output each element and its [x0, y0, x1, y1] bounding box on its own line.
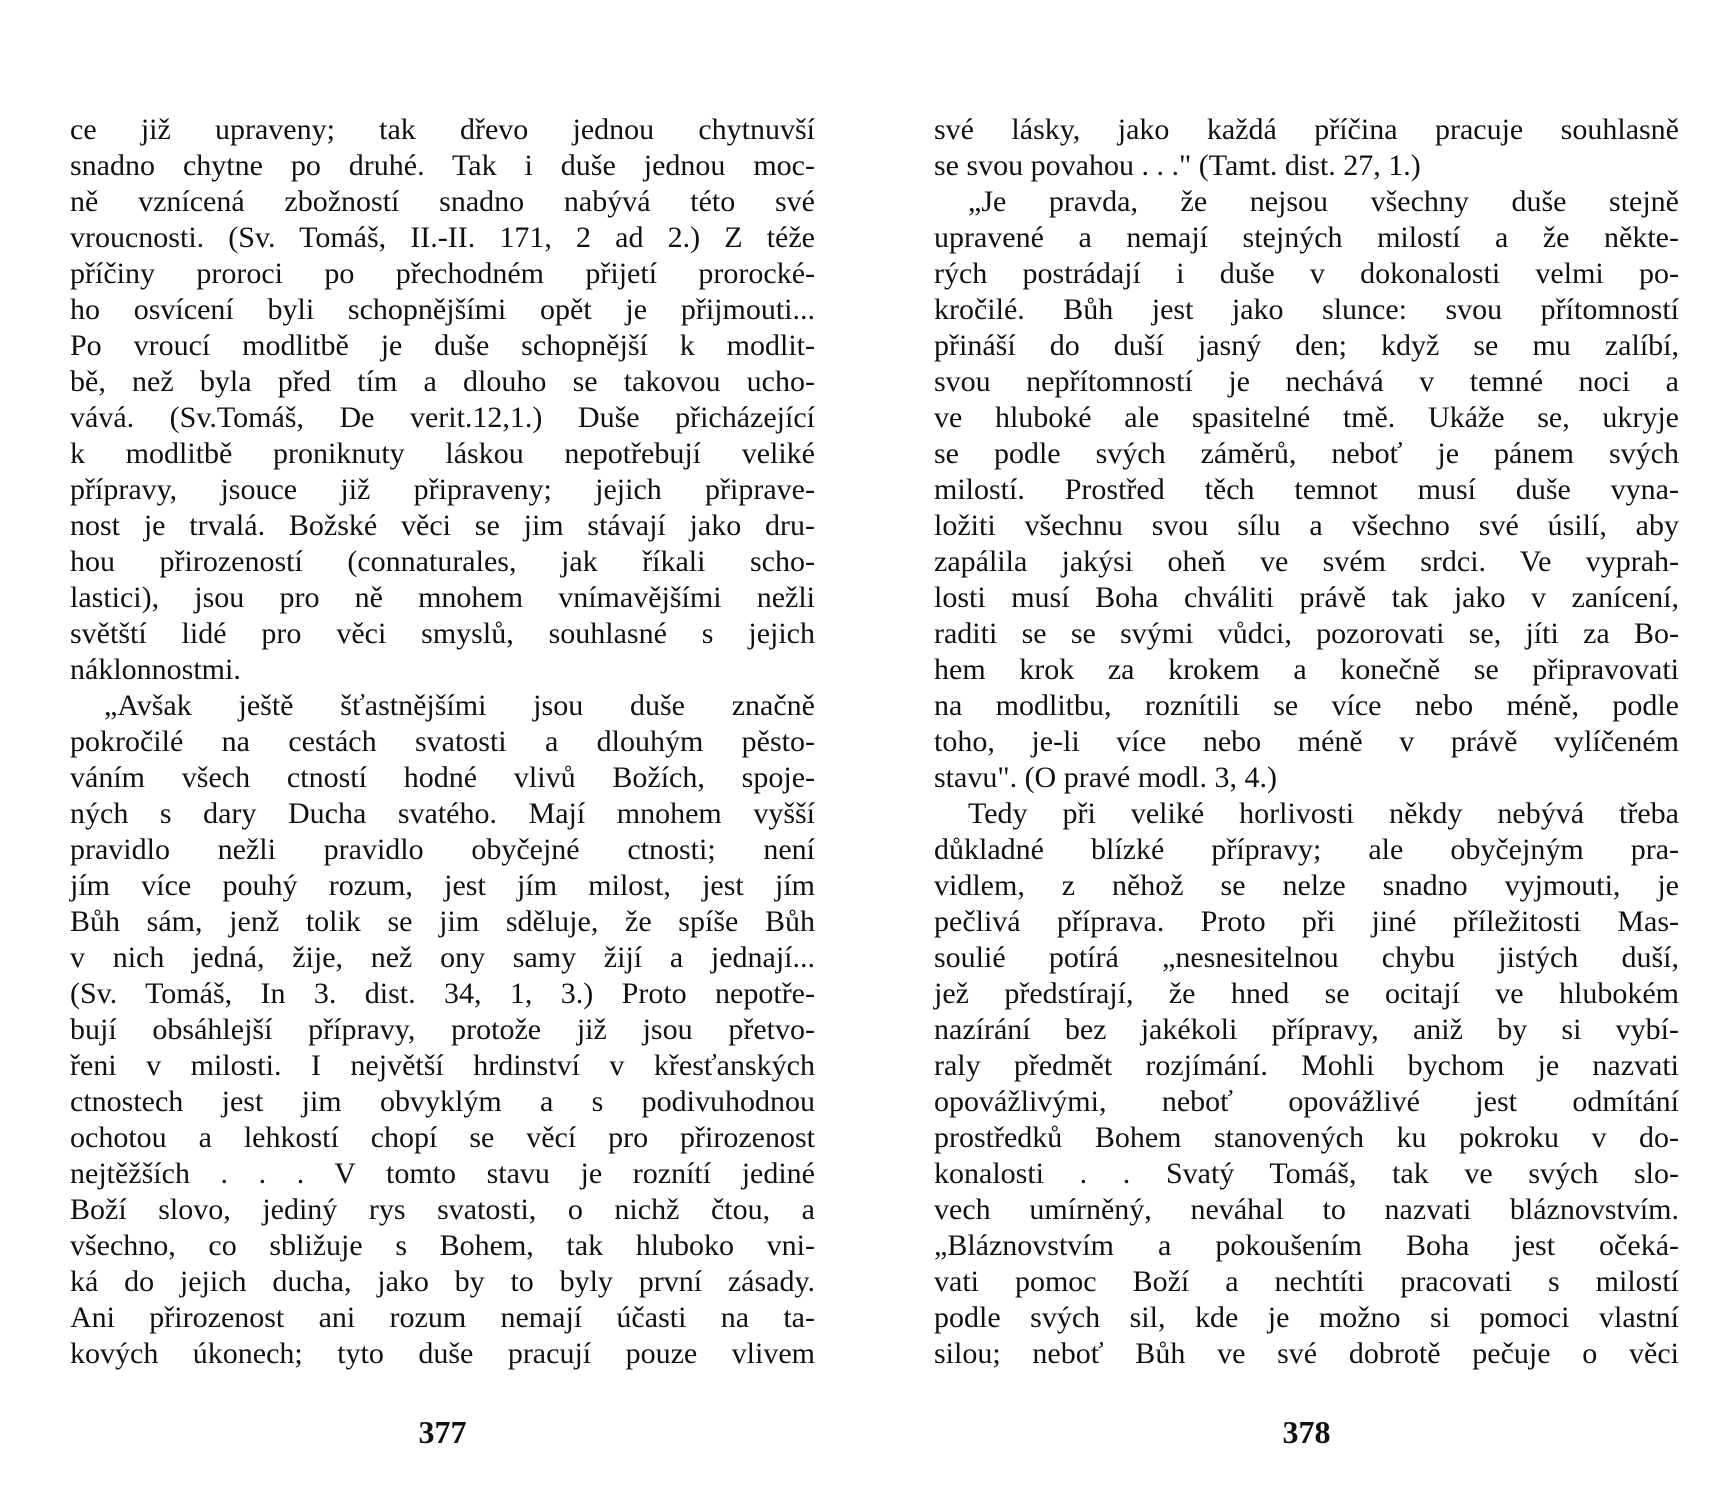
text-line: ochotou a lehkostí chopí se věcí pro přirozenost — [70, 1121, 815, 1154]
text-line: losti musí Boha chváliti právě tak jako v zanícení, — [934, 581, 1679, 614]
text-line: pravidlo nežli pravidlo obyčejné ctnosti; není — [70, 833, 815, 866]
text-line: řeni v milosti. I největší hrdinství v křesťanských — [70, 1049, 815, 1082]
left-page — [70, 112, 815, 1492]
text-line: kových úkonech; tyto duše pracují pouze vlivem — [70, 1337, 815, 1370]
text-line: jež předstírají, že hned se ocitají ve hlubokém — [934, 977, 1679, 1010]
text-line: rých postrádají i duše v dokonalosti velmi po- — [934, 257, 1679, 290]
text-line: raditi se se svými vůdci, pozorovati se, jíti za Bo- — [934, 617, 1679, 650]
text-line: ká do jejich ducha, jako by to byly první zásady. — [70, 1265, 815, 1298]
text-line: kročilé. Bůh jest jako slunce: svou přítomností — [934, 293, 1679, 326]
text-line: příčiny proroci po přechodném přijetí prorocké- — [70, 257, 815, 290]
text-line: hem krok za krokem a konečně se připravovati — [934, 653, 1679, 686]
text-line: přináší do duší jasný den; když se mu zalíbí, — [934, 329, 1679, 362]
text-line: ně vznícená zbožností snadno nabývá této své — [70, 185, 815, 218]
text-line: vati pomoc Boží a nechtíti pracovati s milostí — [934, 1265, 1679, 1298]
text-line: nejtěžších . . . V tomto stavu je roznítí jediné — [70, 1157, 815, 1190]
text-line: bě, než byla před tím a dlouho se takovou ucho- — [70, 365, 815, 398]
text-line: ctnostech jest jim obvyklým a s podivuhodnou — [70, 1085, 815, 1118]
text-line: toho, je-li více nebo méně v právě vylíčeném — [934, 725, 1679, 758]
text-line: ve hluboké ale spasitelné tmě. Ukáže se, ukryje — [934, 401, 1679, 434]
text-line: se podle svých záměrů, neboť je pánem svých — [934, 437, 1679, 470]
left-page-number: 377 — [418, 1414, 467, 1450]
text-line: „Je pravda, že nejsou všechny duše stejně — [968, 185, 1679, 218]
text-line: silou; neboť Bůh ve své dobrotě pečuje o věci — [934, 1337, 1679, 1370]
text-line: na modlitbu, roznítili se více nebo méně, podle — [934, 689, 1679, 722]
text-line: podle svých sil, kde je možno si pomoci vlastní — [934, 1301, 1679, 1334]
text-line: hou přirozeností (connaturales, jak říkali scho- — [70, 545, 815, 578]
right-page-number: 378 — [1282, 1414, 1331, 1450]
text-line: jím více pouhý rozum, jest jím milost, jest jím — [70, 869, 815, 902]
text-line: ho osvícení byli schopnějšími opět je přijmouti... — [70, 293, 815, 326]
text-line: zapálila jakýsi oheň ve svém srdci. Ve vyprah- — [934, 545, 1679, 578]
text-line: Tedy při veliké horlivosti někdy nebývá třeba — [968, 797, 1679, 830]
text-line: milostí. Prostřed těch temnot musí duše vyna- — [934, 473, 1679, 506]
text-line: opovážlivými, neboť opovážlivé jest odmítání — [934, 1085, 1679, 1118]
text-line: raly předmět rozjímání. Mohli bychom je nazvati — [934, 1049, 1679, 1082]
text-line: vroucnosti. (Sv. Tomáš, II.-II. 171, 2 ad 2.) Z téže — [70, 221, 815, 254]
text-line: soulié potírá „nesnesitelnou chybu jistých duší, — [934, 941, 1679, 974]
text-line: náklonnostmi. — [70, 653, 241, 686]
text-line: v nich jedná, žije, než ony samy žijí a jednají... — [70, 941, 815, 974]
text-line: snadno chytne po druhé. Tak i duše jednou moc- — [70, 149, 815, 182]
text-line: prostředků Bohem stanovených ku pokroku v do- — [934, 1121, 1679, 1154]
text-line: ložiti všechnu svou sílu a všechno své úsilí, aby — [934, 509, 1679, 542]
text-line: upravené a nemají stejných milostí a že někte- — [934, 221, 1679, 254]
text-line: lastici), jsou pro ně mnohem vnímavějšími nežli — [70, 581, 815, 614]
left-page-text — [70, 112, 815, 1372]
text-line: (Sv. Tomáš, In 3. dist. 34, 1, 3.) Proto nepotře- — [70, 977, 815, 1010]
text-line: svou nepřítomností je nechává v temné noci a — [934, 365, 1679, 398]
text-line: přípravy, jsouce již připraveny; jejich připrave- — [70, 473, 815, 506]
text-line: ných s dary Ducha svatého. Mají mnohem vyšší — [70, 797, 815, 830]
text-line: své lásky, jako každá příčina pracuje souhlasně — [934, 113, 1679, 146]
text-line: stavu". (O pravé modl. 3, 4.) — [934, 761, 1278, 794]
text-line: bují obsáhlejší přípravy, protože již jsou přetvo- — [70, 1013, 815, 1046]
text-line: Po vroucí modlitbě je duše schopnější k modlit- — [70, 329, 815, 362]
text-line: konalosti . . Svatý Tomáš, tak ve svých slo- — [934, 1157, 1679, 1190]
text-line: světští lidé pro věci smyslů, souhlasné s jejich — [70, 617, 815, 650]
right-page-text — [934, 112, 1679, 1372]
text-line: důkladné blízké přípravy; ale obyčejným pra- — [934, 833, 1679, 866]
text-line: Boží slovo, jediný rys svatosti, o nichž čtou, a — [70, 1193, 815, 1226]
text-line: se svou povahou . . ." (Tamt. dist. 27, 1.) — [934, 149, 1421, 182]
text-line: vech umírněný, neváhal to nazvati bláznovstvím. — [934, 1193, 1679, 1226]
text-line: nost je trvalá. Božské věci se jim stávají jako dru- — [70, 509, 815, 542]
right-page — [934, 112, 1679, 1492]
text-line: všechno, co sbližuje s Bohem, tak hluboko vni- — [70, 1229, 815, 1262]
text-line: vává. (Sv.Tomáš, De verit.12,1.) Duše přicházející — [70, 401, 815, 434]
text-line: „Bláznovstvím a pokoušením Boha jest očeká- — [934, 1229, 1679, 1262]
text-line: Ani přirozenost ani rozum nemají účasti na ta- — [70, 1301, 815, 1334]
text-line: nazírání bez jakékoli přípravy, aniž by si vybí- — [934, 1013, 1679, 1046]
text-line: Bůh sám, jenž tolik se jim sděluje, že spíše Bůh — [70, 905, 815, 938]
text-line: vidlem, z něhož se nelze snadno vyjmouti, je — [934, 869, 1679, 902]
text-line: pokročilé na cestách svatosti a dlouhým pěsto- — [70, 725, 815, 758]
text-line: váním všech ctností hodné vlivů Božích, spoje- — [70, 761, 815, 794]
text-line: ce již upraveny; tak dřevo jednou chytnuvší — [70, 113, 815, 146]
text-line: „Avšak ještě šťastnějšími jsou duše značně — [104, 689, 815, 722]
text-line: k modlitbě proniknuty láskou nepotřebují veliké — [70, 437, 815, 470]
text-line: pečlivá příprava. Proto při jiné příležitosti Mas- — [934, 905, 1679, 938]
